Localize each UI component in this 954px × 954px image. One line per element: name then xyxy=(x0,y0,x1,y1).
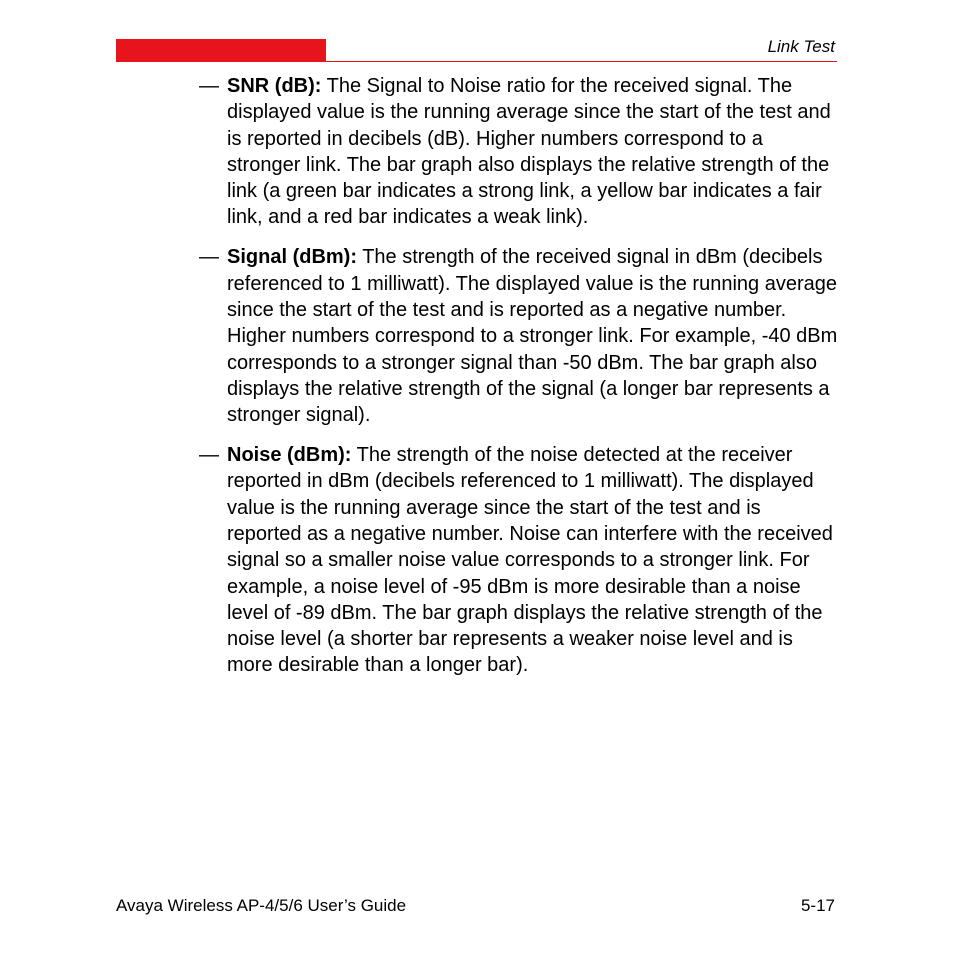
definition-item-snr xyxy=(199,73,839,231)
term-signal: Signal (dBm): xyxy=(227,246,357,269)
bullet-dash: — xyxy=(199,75,219,97)
bullet-dash: — xyxy=(199,246,219,269)
header-accent-bar xyxy=(116,39,326,61)
term-noise: Noise (dBm): xyxy=(227,444,352,467)
definition-snr: The Signal to Noise ratio for the received signal. The displayed value is the running average since the start of the test and is reported in decibels (dB). Higher numbers correspond to a stronger link. The bar graph also displays the relative strength of the link (a green bar indicates a strong link, a yellow bar indicates a fair link, and a red bar indicates a weak link). xyxy=(227,75,831,229)
definition-signal: The strength of the received signal in dBm (decibels referenced to 1 milliwatt). The displayed value is the running average since the start of the test and is reported as a negative number. Higher numbers correspond to a stronger link. For example, -40 dBm corresponds to a stronger signal than -50 dBm. The bar graph also displays the relative strength of the signal (a longer bar represents a stronger signal). xyxy=(227,246,838,427)
footer-page-number: 5-17 xyxy=(800,896,835,915)
header-rule xyxy=(116,61,837,62)
definition-item-signal xyxy=(199,244,839,428)
definition-noise: The strength of the noise detected at the receiver reported in dBm (decibels referenced to 1 milliwatt). The displayed value is the running average since the start of the test and is reported as a negative number. Noise can interfere with the received signal so a smaller noise value corresponds to a stronger link. For example, a noise level of -95 dBm is more desirable than a noise level of -89 dBm. The bar graph displays the relative strength of the noise level (a shorter bar represents a weaker noise level and is more desirable than a longer bar). xyxy=(227,444,833,677)
definition-item-noise xyxy=(199,442,839,679)
section-title: Link Test xyxy=(767,37,835,56)
bullet-dash: — xyxy=(199,444,219,467)
footer-guide-title: Avaya Wireless AP-4/5/6 User’s Guide xyxy=(116,896,407,915)
definition-list xyxy=(199,73,839,692)
term-snr: SNR (dB): xyxy=(227,75,322,97)
